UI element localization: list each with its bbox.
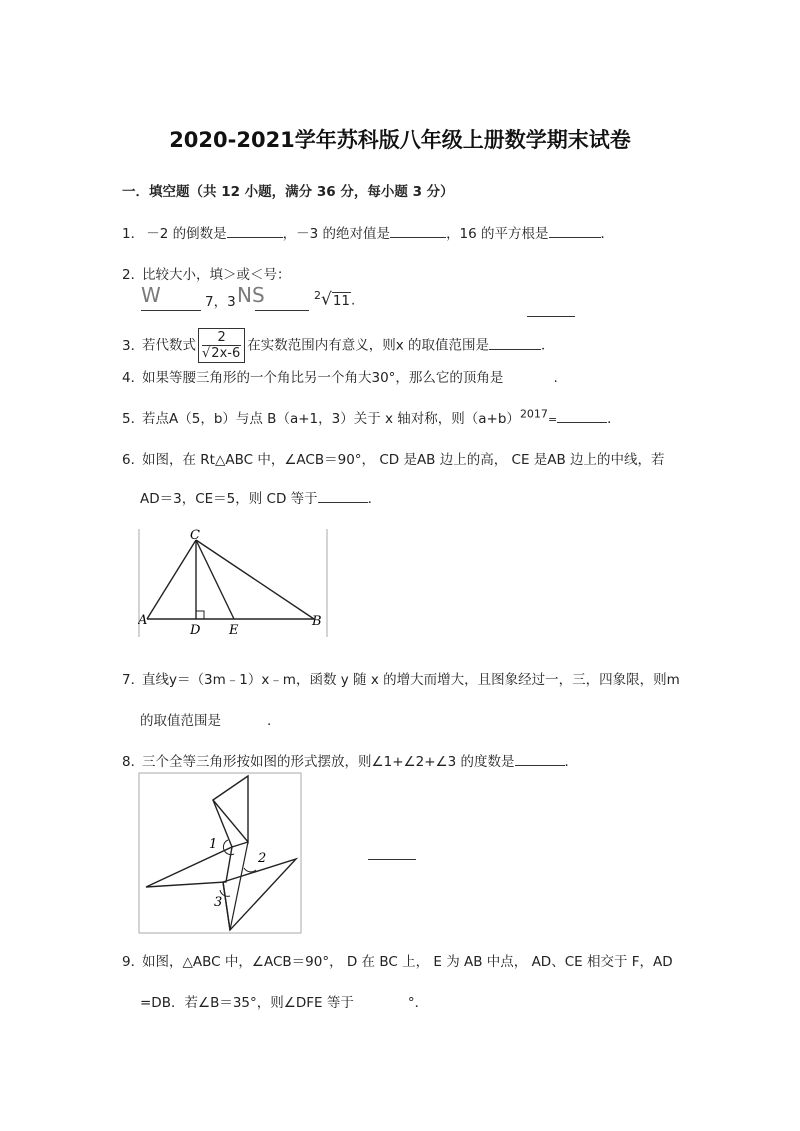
question-2 [122, 263, 291, 283]
fraction-numerator: 2 [202, 330, 241, 346]
triangle-left [146, 847, 232, 887]
question-text: . [267, 713, 272, 729]
question-number: 6． [122, 452, 145, 468]
triangle-figure-q6 [138, 527, 330, 639]
question-text: =DB．若∠B＝35°，则∠DFE 等于 [140, 995, 354, 1011]
answer-blank[interactable] [255, 310, 309, 311]
segment-ce [196, 540, 234, 619]
label-angle-2: 2 [258, 851, 267, 866]
question-5 [122, 407, 621, 427]
question-number: 2． [122, 267, 145, 283]
equals-sign: = [547, 413, 558, 426]
question-number: 9． [122, 954, 145, 970]
sqrt-icon: √ [202, 346, 211, 361]
segment-ac [147, 540, 196, 619]
answer-blank[interactable] [489, 335, 541, 350]
angle-2-arc [244, 868, 256, 872]
question-8 [122, 750, 578, 770]
question-text: ，－3 的绝对值是 [282, 226, 391, 242]
question-text: ． [367, 491, 382, 507]
answer-blank[interactable] [549, 223, 601, 238]
compare-expression-1: 7，3 [205, 294, 236, 310]
sqrt-argument: 11 [332, 292, 351, 309]
question-text: 在实数范围内有意义，则x 的取值范围是 [247, 337, 490, 354]
question-text: . [351, 292, 356, 309]
compare-expression-2 [314, 289, 355, 310]
question-text: 的取值范围是 [140, 713, 221, 729]
fraction-expression [198, 328, 245, 363]
question-6-line-2 [140, 487, 381, 507]
triangles-figure-q8 [138, 772, 304, 936]
question-text: 三个全等三角形按如图的形式摆放，则∠1+∠2+∠3 的度数是 [142, 754, 515, 770]
answer-blank[interactable] [557, 408, 607, 423]
fraction-denominator: 2x-6 [211, 346, 241, 361]
question-7 [122, 668, 680, 688]
label-c: C [190, 528, 200, 543]
question-text: 如果等腰三角形的一个角比另一个角大30°，那么它的顶角是 [142, 370, 504, 386]
answer-blank[interactable] [141, 310, 201, 311]
question-number: 7． [122, 672, 145, 688]
question-number: 3． [122, 337, 145, 354]
question-1 [122, 222, 614, 242]
answer-blank[interactable] [527, 316, 575, 317]
question-text: 如图，在 Rt△ABC 中，∠ACB＝90°， CD 是AB 边上的高， CE 是AB 边上的中线，若 [142, 452, 665, 468]
label-angle-3: 3 [214, 895, 223, 910]
label-e: E [229, 623, 239, 638]
section-heading: 一．填空题（共 12 小题，满分 36 分，每小题 3 分） [122, 184, 454, 200]
question-9-line-2 [140, 991, 428, 1011]
question-text: AD＝3，CE＝5，则 CD 等于 [140, 491, 318, 507]
question-text: 比较大小，填＞或＜号： [142, 267, 291, 283]
question-number: 8． [122, 754, 145, 770]
question-9 [122, 950, 673, 970]
triangle-top [213, 776, 248, 842]
question-text: ． [607, 411, 621, 427]
question-text: ． [600, 226, 615, 242]
question-4 [122, 366, 558, 386]
label-angle-1: 1 [209, 837, 218, 852]
answer-blank[interactable] [515, 751, 565, 766]
question-number: 5． [122, 411, 145, 427]
faded-mark-w: W [141, 283, 161, 307]
question-text: 如图，△ABC 中，∠ACB＝90°， D 在 BC 上， E 为 AB 中点， AD、CE 相交于 F，AD [142, 954, 673, 970]
faded-mark-ns: NS [237, 283, 265, 307]
question-text: 若点A（5，b）与点 B（a+1，3）关于 x 轴对称，则（a+b） [142, 411, 520, 427]
page-title: 2020-2021学年苏科版八年级上册数学期末试卷 [169, 128, 631, 152]
answer-blank[interactable] [390, 223, 446, 238]
question-text: 若代数式 [142, 337, 196, 354]
label-a: A [138, 613, 148, 628]
question-7-line-2 [140, 709, 271, 729]
question-text: ． [414, 995, 429, 1011]
answer-blank[interactable] [318, 488, 368, 503]
answer-blank[interactable] [227, 223, 283, 238]
question-text: 直线y＝（3m﹣1）x﹣m，函数 y 随 x 的增大而增大，且图象经过一，三，四象限，则m [142, 672, 680, 688]
question-number: 4． [122, 370, 145, 386]
question-text: ． [541, 337, 555, 354]
degree-sign: ° [407, 995, 415, 1011]
question-text: ． [564, 754, 578, 770]
question-text: ，16 的平方根是 [446, 226, 549, 242]
sqrt-index: 2 [314, 289, 321, 302]
triangle-right [223, 859, 296, 930]
question-6 [122, 448, 665, 468]
right-angle-mark [196, 611, 204, 619]
segment-cb [196, 540, 314, 619]
exponent: 2017 [519, 407, 548, 421]
question-3 [122, 328, 555, 363]
label-b: B [312, 614, 322, 629]
question-number: 1． [122, 226, 145, 242]
question-text: . [553, 370, 558, 386]
question-text: －2 的倒数是 [142, 226, 227, 242]
sqrt-icon: √ [321, 289, 332, 310]
label-d: D [190, 623, 201, 638]
answer-blank[interactable] [368, 859, 416, 860]
